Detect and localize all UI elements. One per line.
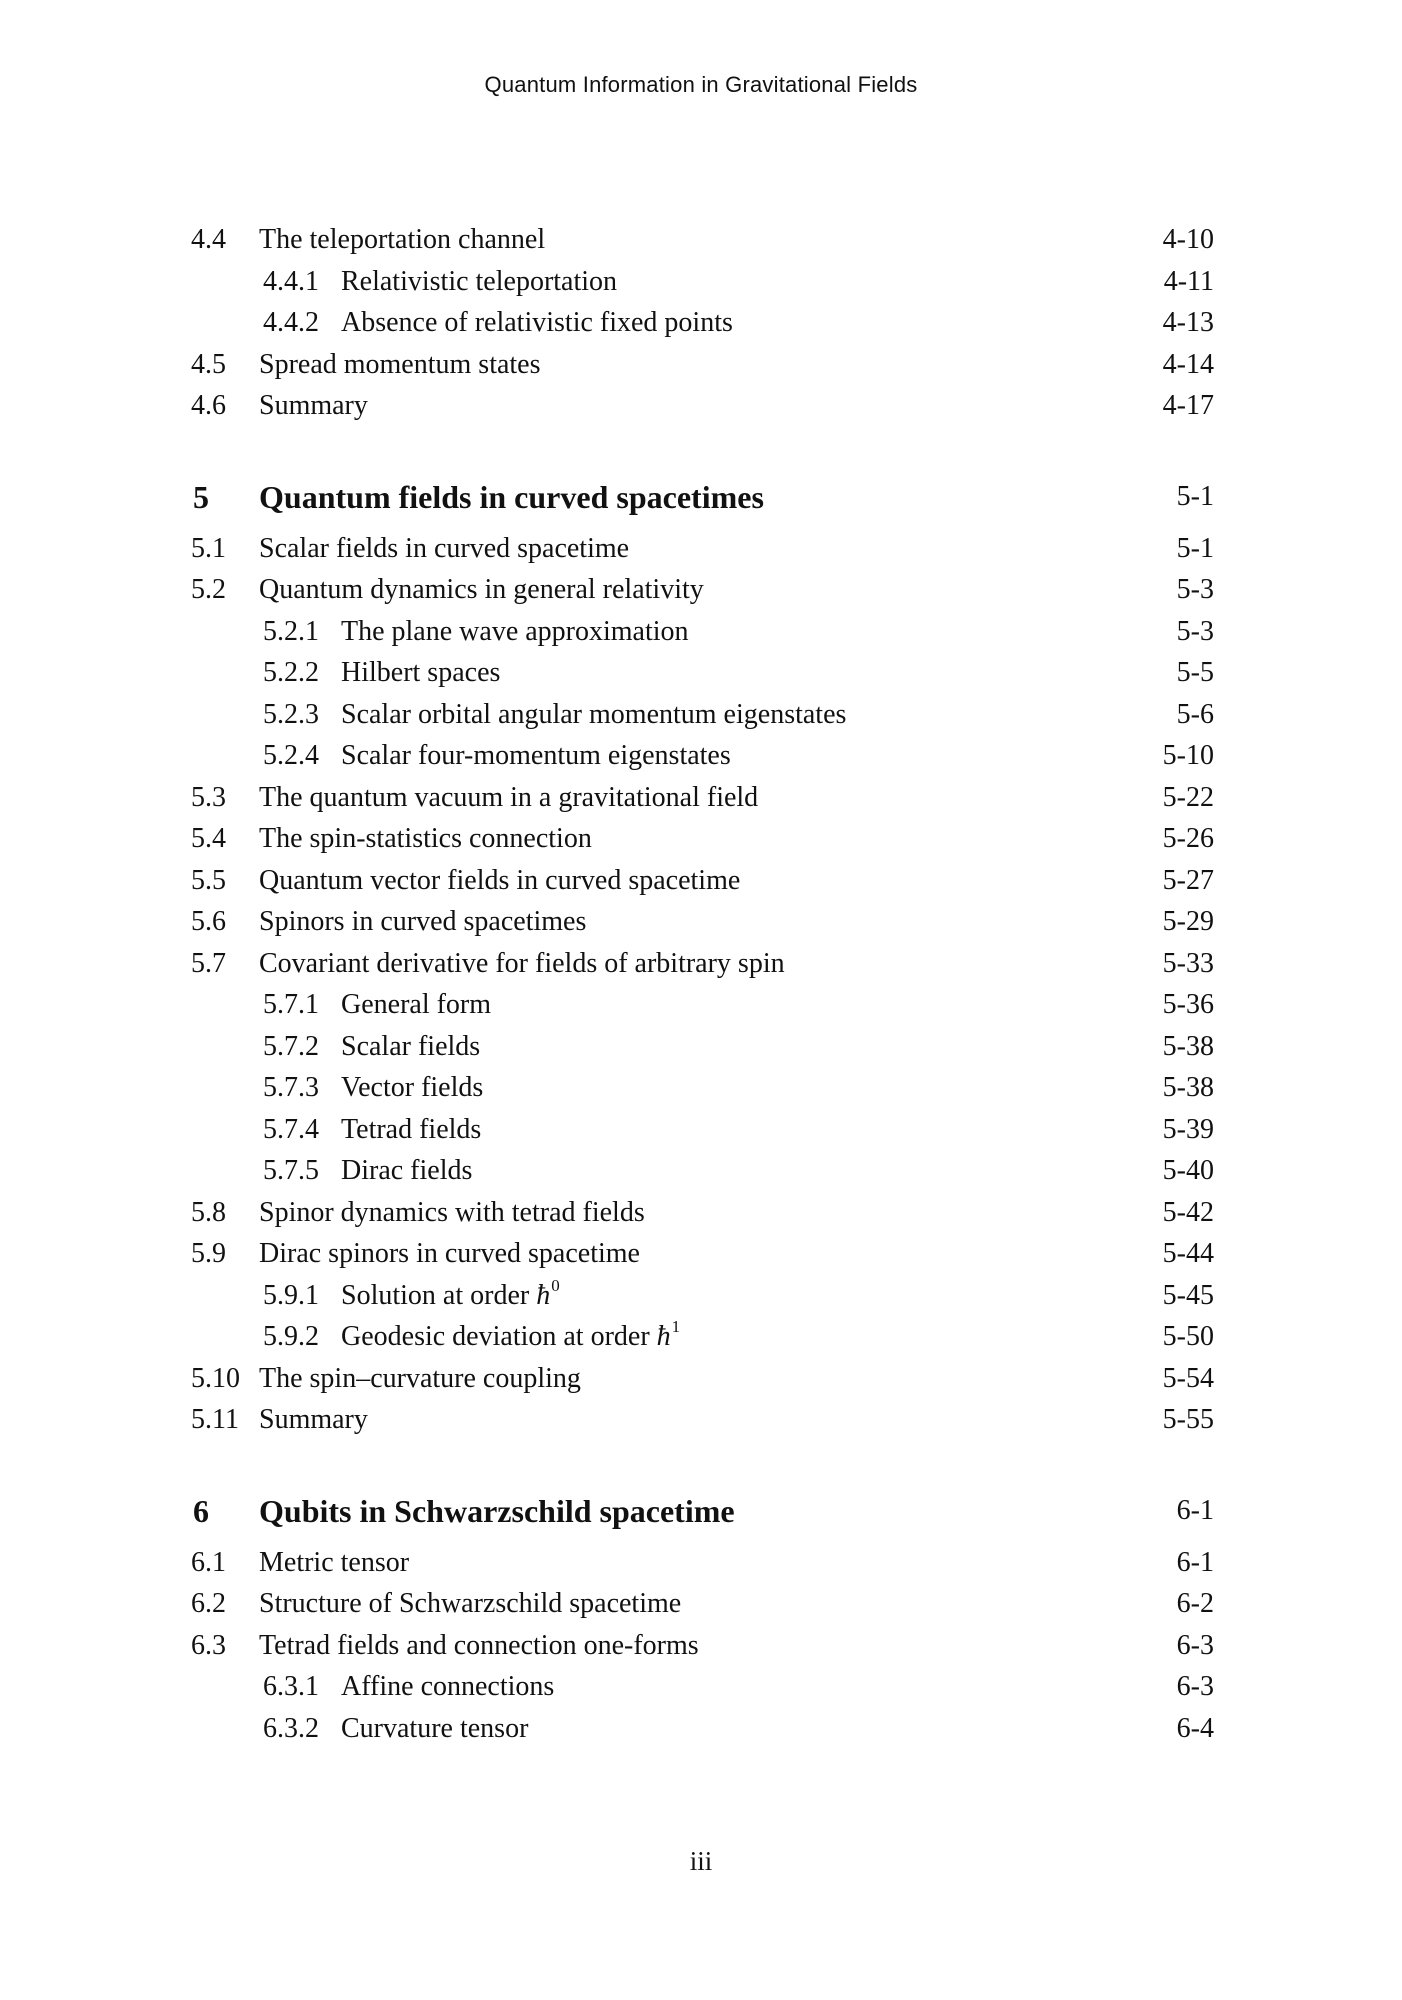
toc-chapter-page: 6-1 <box>1176 1495 1214 1526</box>
toc-entry-title: Quantum vector fields in curved spacetime <box>259 865 741 896</box>
toc-entry-number: 5.3 <box>191 782 226 813</box>
toc-entry <box>0 653 1402 693</box>
toc-entry-number: 5.2.2 <box>263 657 319 688</box>
toc-entry-title: The spin-statistics connection <box>259 823 592 854</box>
toc-entry-title: Tetrad fields <box>341 1114 482 1145</box>
toc-entry-title: Summary <box>259 1404 368 1435</box>
toc-entry-title: Scalar orbital angular momentum eigenstates <box>341 699 847 730</box>
toc-entry <box>0 220 1402 260</box>
toc-entry-number: 4.5 <box>191 349 226 380</box>
toc-entry-page: 5-38 <box>1162 1072 1214 1103</box>
toc-entry-title: Dirac spinors in curved spacetime <box>259 1238 640 1269</box>
toc-entry-page: 4-10 <box>1162 224 1214 255</box>
toc-entry-title: General form <box>341 989 492 1020</box>
toc-entry-page: 5-55 <box>1162 1404 1214 1435</box>
toc-entry-title: Covariant derivative for fields of arbitrary spin <box>259 948 785 979</box>
toc-entry-number: 5.7 <box>191 948 226 979</box>
toc-entry-number: 5.9 <box>191 1238 226 1269</box>
toc-entry-title: Quantum dynamics in general relativity <box>259 574 704 605</box>
toc-entry-number: 5.5 <box>191 865 226 896</box>
toc-entry-title <box>341 1317 680 1360</box>
toc-entry-number: 5.1 <box>191 533 226 564</box>
toc-entry-number: 5.9.1 <box>263 1280 319 1311</box>
toc-entry <box>0 944 1402 984</box>
toc-entry-number: 6.3 <box>191 1630 226 1661</box>
toc-entry-page: 5-6 <box>1176 699 1214 730</box>
toc-entry-title-text: Solution at order <box>341 1280 537 1311</box>
toc-entry-page: 5-26 <box>1162 823 1214 854</box>
toc-entry-title: Scalar fields <box>341 1031 481 1062</box>
toc-entry-number: 5.2.3 <box>263 699 319 730</box>
toc-entry <box>0 1709 1402 1749</box>
toc-entry-page: 5-27 <box>1162 865 1214 896</box>
toc-entry-page: 5-39 <box>1162 1114 1214 1145</box>
toc-entry-title: The quantum vacuum in a gravitational field <box>259 782 759 813</box>
toc-entry <box>0 386 1402 426</box>
toc-entry-page: 5-33 <box>1162 948 1214 979</box>
toc-entry <box>0 1400 1402 1440</box>
toc-entry-page: 5-50 <box>1162 1321 1214 1352</box>
toc-entry-title: Tetrad fields and connection one-forms <box>259 1630 699 1661</box>
toc-entry-page: 4-17 <box>1162 390 1214 421</box>
toc-chapter-title: Qubits in Schwarzschild spacetime <box>259 1493 735 1529</box>
toc-entry-title: Vector fields <box>341 1072 484 1103</box>
toc-entry-page: 5-10 <box>1162 740 1214 771</box>
toc-entry-page: 5-54 <box>1162 1363 1214 1394</box>
toc-entry-title: Spinor dynamics with tetrad fields <box>259 1197 645 1228</box>
toc-entry-title: Scalar fields in curved spacetime <box>259 533 630 564</box>
toc-entry <box>0 529 1402 569</box>
toc-entry-number: 5.2.1 <box>263 616 319 647</box>
toc-entry-number: 5.7.1 <box>263 989 319 1020</box>
toc-entry <box>0 861 1402 901</box>
toc-entry-title: The spin–curvature coupling <box>259 1363 581 1394</box>
toc-entry <box>0 570 1402 610</box>
toc-entry-title: Affine connections <box>341 1671 555 1702</box>
toc-entry-page: 6-1 <box>1176 1547 1214 1578</box>
toc-entry-title: Curvature tensor <box>341 1713 529 1744</box>
toc-entry-number: 5.2 <box>191 574 226 605</box>
toc-entry-title: The teleportation channel <box>259 224 546 255</box>
toc-entry-number: 5.4 <box>191 823 226 854</box>
toc-entry <box>0 778 1402 818</box>
toc-entry-number: 4.4 <box>191 224 226 255</box>
toc-entry-page: 5-3 <box>1176 616 1214 647</box>
toc-chapter <box>0 477 1402 517</box>
toc-entry <box>0 1584 1402 1624</box>
superscript: 1 <box>671 1317 681 1336</box>
toc-entry-number: 5.7.4 <box>263 1114 319 1145</box>
toc-entry-page: 5-40 <box>1162 1155 1214 1186</box>
toc-entry-page: 5-38 <box>1162 1031 1214 1062</box>
toc-entry-page: 4-11 <box>1163 266 1214 297</box>
toc-entry-page: 6-4 <box>1176 1713 1214 1744</box>
toc-entry-title: Structure of Schwarzschild spacetime <box>259 1588 682 1619</box>
toc-entry-number: 4.4.1 <box>263 266 319 297</box>
toc-entry <box>0 1151 1402 1191</box>
toc-chapter <box>0 1491 1402 1531</box>
toc-entry <box>0 1276 1402 1316</box>
toc-entry-number: 5.10 <box>191 1363 240 1394</box>
toc-entry-page: 6-3 <box>1176 1630 1214 1661</box>
toc-entry-page: 5-45 <box>1162 1280 1214 1311</box>
toc-entry-number: 6.2 <box>191 1588 226 1619</box>
toc-entry-number: 6.3.1 <box>263 1671 319 1702</box>
toc-entry-number: 5.7.3 <box>263 1072 319 1103</box>
toc-entry-title: Relativistic teleportation <box>341 266 618 297</box>
toc-entry <box>0 1317 1402 1357</box>
toc-entry-page: 5-1 <box>1176 533 1214 564</box>
toc-chapter-title: Quantum fields in curved spacetimes <box>259 479 764 515</box>
toc-entry-page: 5-29 <box>1162 906 1214 937</box>
toc-entry-page: 6-2 <box>1176 1588 1214 1619</box>
toc-entry-page: 6-3 <box>1176 1671 1214 1702</box>
toc-entry-page: 5-44 <box>1162 1238 1214 1269</box>
toc-entry-number: 5.7.5 <box>263 1155 319 1186</box>
toc-entry-number: 6.1 <box>191 1547 226 1578</box>
toc-entry-page: 4-13 <box>1162 307 1214 338</box>
toc-entry <box>0 902 1402 942</box>
toc-entry <box>0 1110 1402 1150</box>
toc-entry-number: 6.3.2 <box>263 1713 319 1744</box>
toc-entry <box>0 1543 1402 1583</box>
hbar-symbol: ħ <box>536 1280 551 1311</box>
toc-entry-title: Hilbert spaces <box>341 657 501 688</box>
toc-entry-page: 4-14 <box>1162 349 1214 380</box>
toc-entry <box>0 612 1402 652</box>
toc-entry-number: 5.8 <box>191 1197 226 1228</box>
toc-entry-page: 5-5 <box>1176 657 1214 688</box>
toc-entry <box>0 1068 1402 1108</box>
toc-entry-number: 4.6 <box>191 390 226 421</box>
toc-entry <box>0 1626 1402 1666</box>
toc-entry-title: Absence of relativistic fixed points <box>341 307 733 338</box>
toc-entry <box>0 303 1402 343</box>
toc-entry-number: 5.7.2 <box>263 1031 319 1062</box>
toc-entry <box>0 1667 1402 1707</box>
toc-entry <box>0 345 1402 385</box>
toc-chapter-number: 6 <box>193 1493 209 1529</box>
toc-entry <box>0 985 1402 1025</box>
toc-entry <box>0 1027 1402 1067</box>
toc-entry-number: 5.11 <box>191 1404 239 1435</box>
toc-entry-title: Scalar four-momentum eigenstates <box>341 740 731 771</box>
hbar-symbol: ħ <box>656 1321 671 1352</box>
toc-entry-title: Metric tensor <box>259 1547 410 1578</box>
toc-entry-title: The plane wave approximation <box>341 616 689 647</box>
toc-entry-number: 4.4.2 <box>263 307 319 338</box>
running-head: Quantum Information in Gravitational Fields <box>484 72 918 97</box>
superscript: 0 <box>551 1276 560 1295</box>
toc-entry-page: 5-3 <box>1176 574 1214 605</box>
page-number: iii <box>689 1846 713 1876</box>
toc-entry-page: 5-22 <box>1162 782 1214 813</box>
toc-entry-title: Spinors in curved spacetimes <box>259 906 587 937</box>
toc-chapter-number: 5 <box>193 479 209 515</box>
toc-entry-number: 5.2.4 <box>263 740 319 771</box>
toc-entry-title: Spread momentum states <box>259 349 541 380</box>
toc-entry-page: 5-36 <box>1162 989 1214 1020</box>
toc-chapter-page: 5-1 <box>1176 481 1214 512</box>
toc-entry <box>0 1193 1402 1233</box>
toc-entry <box>0 1359 1402 1399</box>
toc-entry-title: Dirac fields <box>341 1155 473 1186</box>
toc-entry-title-text: Geodesic deviation at order <box>341 1321 657 1352</box>
toc-entry <box>0 819 1402 859</box>
toc-entry <box>0 262 1402 302</box>
toc-entry-title <box>341 1276 560 1319</box>
toc-entry <box>0 1234 1402 1274</box>
toc-entry-title: Summary <box>259 390 368 421</box>
toc-entry-page: 5-42 <box>1162 1197 1214 1228</box>
toc-entry <box>0 736 1402 776</box>
toc-entry-number: 5.9.2 <box>263 1321 319 1352</box>
toc-entry-number: 5.6 <box>191 906 226 937</box>
toc-entry <box>0 695 1402 735</box>
